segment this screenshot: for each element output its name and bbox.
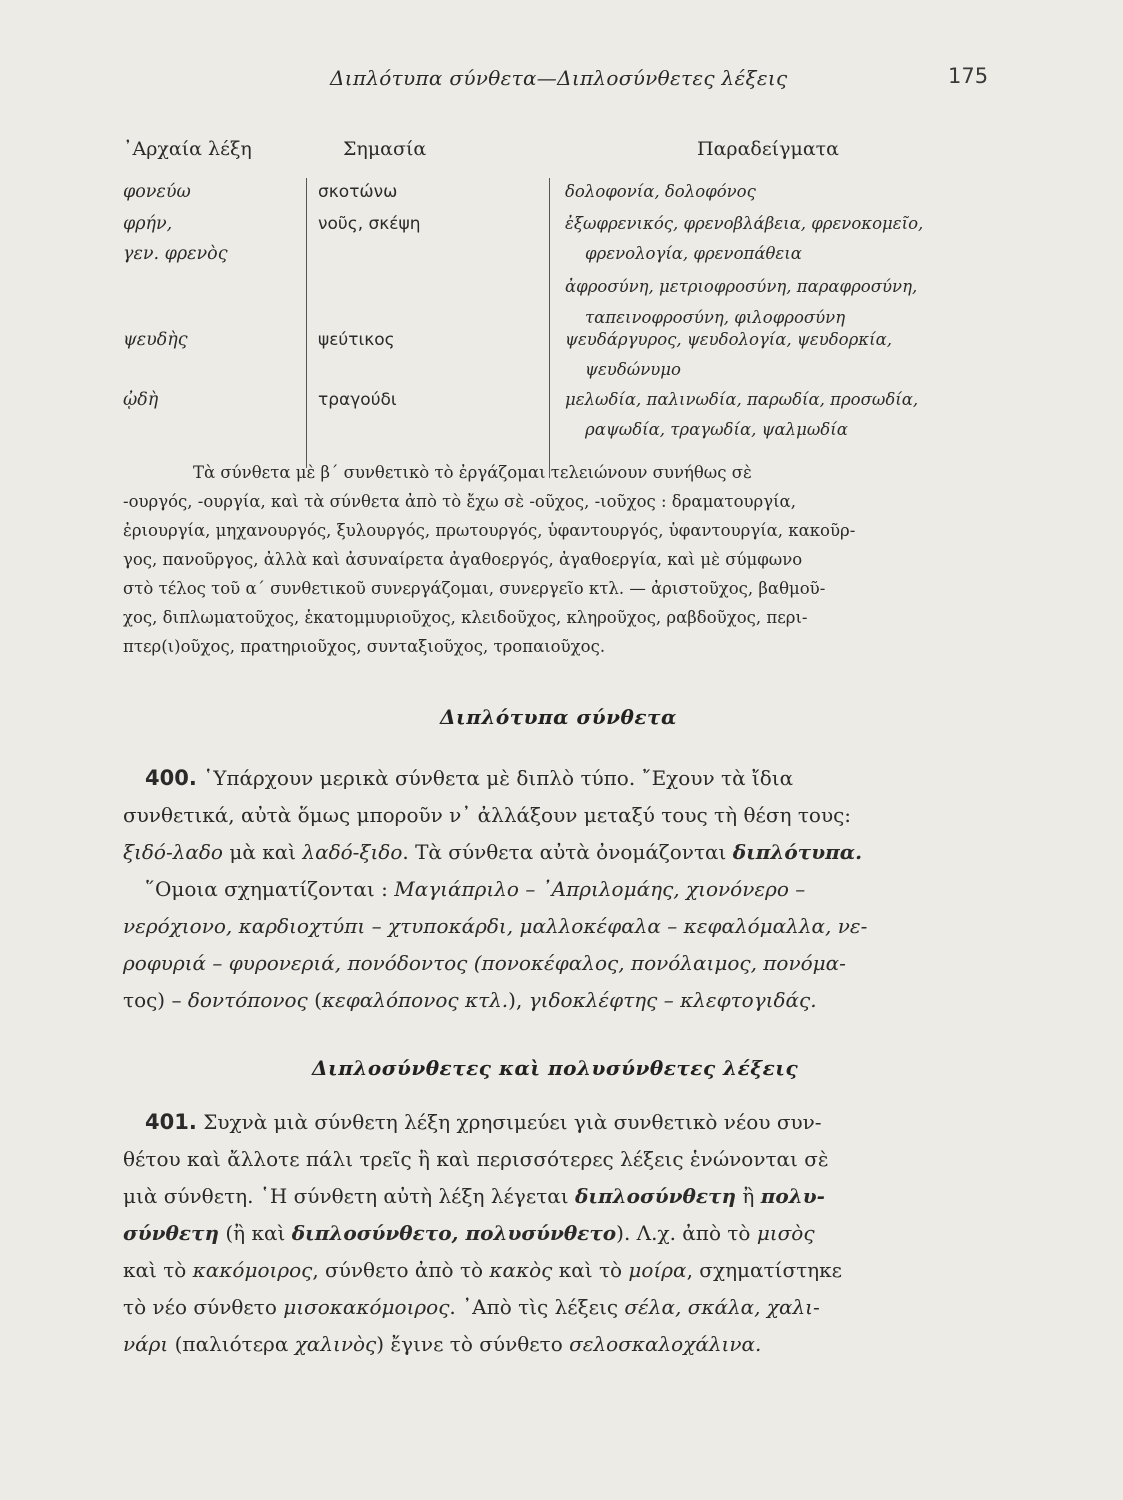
paragraph-line: στὸ τέλος τοῦ α΄ συνθετικοῦ συνεργάζομαι, συνεργεῖο κτλ. — ἀριστοῦχος, βαθμοῦ- xyxy=(123,579,826,598)
text-run: Μαγιάπριλο – ᾿Απριλομάης, χιονόνερο – xyxy=(394,877,806,901)
text-run: σελοσκαλοχάλινα. xyxy=(569,1332,762,1356)
paragraph-line xyxy=(123,871,991,908)
paragraph-line: -ουργός, -ουργία, καὶ τὰ σύνθετα ἀπὸ τὸ ἔχω σὲ -οῦχος, -ιοῦχος : δραματουργία, xyxy=(123,492,796,511)
text-run: ) ἔγινε τὸ σύνθετο xyxy=(376,1332,570,1356)
text-run: ἢ xyxy=(736,1184,761,1208)
text-run: , σύνθετο ἀπὸ τὸ xyxy=(312,1258,490,1282)
running-head xyxy=(0,66,1123,96)
text-run: τὸ νέο σύνθετο xyxy=(123,1295,284,1319)
running-title: Διπλότυπα σύνθετα—Διπλοσύνθετες λέξεις xyxy=(330,66,788,90)
paragraph-line xyxy=(123,834,991,871)
table-cell-meaning: ψεύτικος xyxy=(318,330,395,350)
text-run: ( xyxy=(307,988,322,1012)
paragraph-line: ροφυριά – φυρονεριά, πονόδοντος (πονοκέφαλος, πονόλαιμος, πονόμα- xyxy=(123,951,846,975)
table-header-meaning: Σημασία xyxy=(343,138,427,160)
text-run: κεφαλόπονος κτλ. xyxy=(321,988,509,1012)
table-cell-meaning: σκοτώνω xyxy=(318,182,398,202)
table-cell-example: δολοφονία, δολοφόνος xyxy=(565,182,756,201)
paragraph-line: χος, διπλωματοῦχος, ἑκατομμυριοῦχος, κλειδοῦχος, κληροῦχος, ραβδοῦχος, περι- xyxy=(123,608,808,627)
text-run: μιὰ σύνθετη. ῾Η σύνθετη αὐτὴ λέξη λέγεται xyxy=(123,1184,575,1208)
column-divider xyxy=(549,178,550,478)
column-divider xyxy=(306,178,307,468)
paragraph-line: συνθετικά, αὐτὰ ὅμως μποροῦν ν᾿ ἀλλάξουν μεταξύ τους τὴ θέση τους: xyxy=(123,803,852,827)
text-run: ξιδό-λαδο xyxy=(123,840,223,864)
term-bold: διπλοσύνθετη xyxy=(575,1184,737,1208)
table-cell-example: μελωδία, παλινωδία, παρωδία, προσωδία, xyxy=(565,390,919,409)
paragraph-line xyxy=(123,1178,991,1215)
text-run: τος) – xyxy=(123,988,188,1012)
term-bold: σύνθετη xyxy=(123,1221,219,1245)
table-cell-ancient: φρήν, xyxy=(123,214,173,234)
text-run: (ἢ καὶ xyxy=(219,1221,292,1245)
paragraph-line: γος, πανοῦργος, ἀλλὰ καὶ ἀσυναίρετα ἀγαθοεργός, ἀγαθοεργία, καὶ μὲ σύμφωνο xyxy=(123,550,803,569)
table-cell-example: ψευδώνυμο xyxy=(585,360,681,379)
table-header-examples: Παραδείγματα xyxy=(697,138,840,160)
text-run: ), xyxy=(508,988,529,1012)
table-cell-example: ἐξωφρενικός, φρενοβλάβεια, φρενοκομεῖο, xyxy=(565,214,924,233)
paragraph-line: θέτου καὶ ἄλλοτε πάλι τρεῖς ἢ καὶ περισσότερες λέξεις ἑνώνονται σὲ xyxy=(123,1147,829,1171)
paragraph-line xyxy=(123,1252,991,1289)
paragraph-line xyxy=(123,982,991,1019)
table-cell-example: ἀφροσύνη, μετριοφροσύνη, παραφροσύνη, xyxy=(565,277,918,296)
text-run: ). Λ.χ. ἀπὸ τὸ xyxy=(616,1221,757,1245)
section-heading-400: Διπλότυπα σύνθετα xyxy=(440,705,677,729)
text-run: χαλινὸς xyxy=(294,1332,377,1356)
term-bold: διπλοσύνθετο, πολυσύνθετο xyxy=(291,1221,617,1245)
text-run: ῾Υπάρχουν μερικὰ σύνθετα μὲ διπλὸ τύπο. ῎Εχουν τὰ ἴδια xyxy=(203,766,794,790)
term-bold: πολυ- xyxy=(760,1184,825,1208)
text-run: μὰ καὶ xyxy=(222,840,303,864)
paragraph-line xyxy=(123,1215,991,1252)
paragraph-line: πτερ(ι)οῦχος, πρατηριοῦχος, συνταξιοῦχος, τροπαιοῦχος. xyxy=(123,637,606,656)
table-cell-example: ψευδάργυρος, ψευδολογία, ψευδορκία, xyxy=(565,330,892,349)
paragraph-line xyxy=(123,760,991,797)
text-run: μισοκακόμοιρος xyxy=(283,1295,450,1319)
table-cell-ancient: ψευδὴς xyxy=(123,330,188,350)
table-cell-example: ταπεινοφροσύνη, φιλοφροσύνη xyxy=(585,308,846,327)
table-header-ancient-word: ᾿Αρχαία λέξη xyxy=(123,138,252,160)
paragraph-400 xyxy=(123,760,991,1019)
text-run: (παλιότερα xyxy=(168,1332,295,1356)
text-run: Συχνὰ μιὰ σύνθετη λέξη χρησιμεύει γιὰ συνθετικὸ νέου συν- xyxy=(203,1110,822,1134)
text-run: καὶ τὸ xyxy=(123,1258,193,1282)
table-cell-ancient: ᾠδὴ xyxy=(123,390,159,410)
text-run: κακόμοιρος xyxy=(192,1258,313,1282)
table-cell-ancient: γεν. φρενὸς xyxy=(123,244,228,264)
paragraph-number: 401. xyxy=(145,1110,197,1134)
paragraph-line: ἐριουργία, μηχανουργός, ξυλουργός, πρωτουργός, ὑφαντουργός, ὑφαντουργία, κακοῦρ- xyxy=(123,521,856,540)
text-run: μισὸς xyxy=(756,1221,815,1245)
text-run: . Τὰ σύνθετα αὐτὰ ὀνομάζονται xyxy=(402,840,733,864)
text-run: δοντόπονος xyxy=(187,988,308,1012)
text-run: σέλα, σκάλα, χαλι- xyxy=(624,1295,820,1319)
table-cell-example: φρενολογία, φρενοπάθεια xyxy=(585,244,802,263)
text-run: λαδό-ξιδο xyxy=(302,840,403,864)
text-run: νάρι xyxy=(123,1332,169,1356)
table-cell-meaning: τραγούδι xyxy=(318,390,397,410)
paragraph-401 xyxy=(123,1104,991,1363)
paragraph-line: Τὰ σύνθετα μὲ β΄ συνθετικὸ τὸ ἐργάζομαι τελειώνουν συνήθως σὲ xyxy=(193,463,752,482)
text-run: . ᾿Απὸ τὶς λέξεις xyxy=(449,1295,625,1319)
section-heading-401: Διπλοσύνθετες καὶ πολυσύνθετες λέξεις xyxy=(312,1056,799,1080)
text-run: , σχηματίστηκε xyxy=(686,1258,843,1282)
text-run: καὶ τὸ xyxy=(552,1258,629,1282)
page-number: 175 xyxy=(948,64,989,88)
note-paragraph xyxy=(123,458,991,661)
paragraph-number: 400. xyxy=(145,766,197,790)
paragraph-line xyxy=(123,1326,991,1363)
term-bold: διπλότυπα. xyxy=(732,840,863,864)
paragraph-line xyxy=(123,1289,991,1326)
text-run: ῞Ομοια σχηματίζονται : xyxy=(145,877,395,901)
text-run: κακὸς xyxy=(489,1258,553,1282)
paragraph-line xyxy=(123,1104,991,1141)
word-table xyxy=(0,138,1123,448)
table-cell-ancient: φονεύω xyxy=(123,182,191,202)
paragraph-line: νερόχιονο, καρδιοχτύπι – χτυποκάρδι, μαλλοκέφαλα – κεφαλόμαλλα, νε- xyxy=(123,914,868,938)
text-run: γιδοκλέφτης – κλεφτογιδάς. xyxy=(528,988,817,1012)
text-run: μοίρα xyxy=(628,1258,687,1282)
table-cell-meaning: νοῦς, σκέψη xyxy=(318,214,421,234)
table-cell-example: ραψωδία, τραγωδία, ψαλμωδία xyxy=(585,420,848,439)
